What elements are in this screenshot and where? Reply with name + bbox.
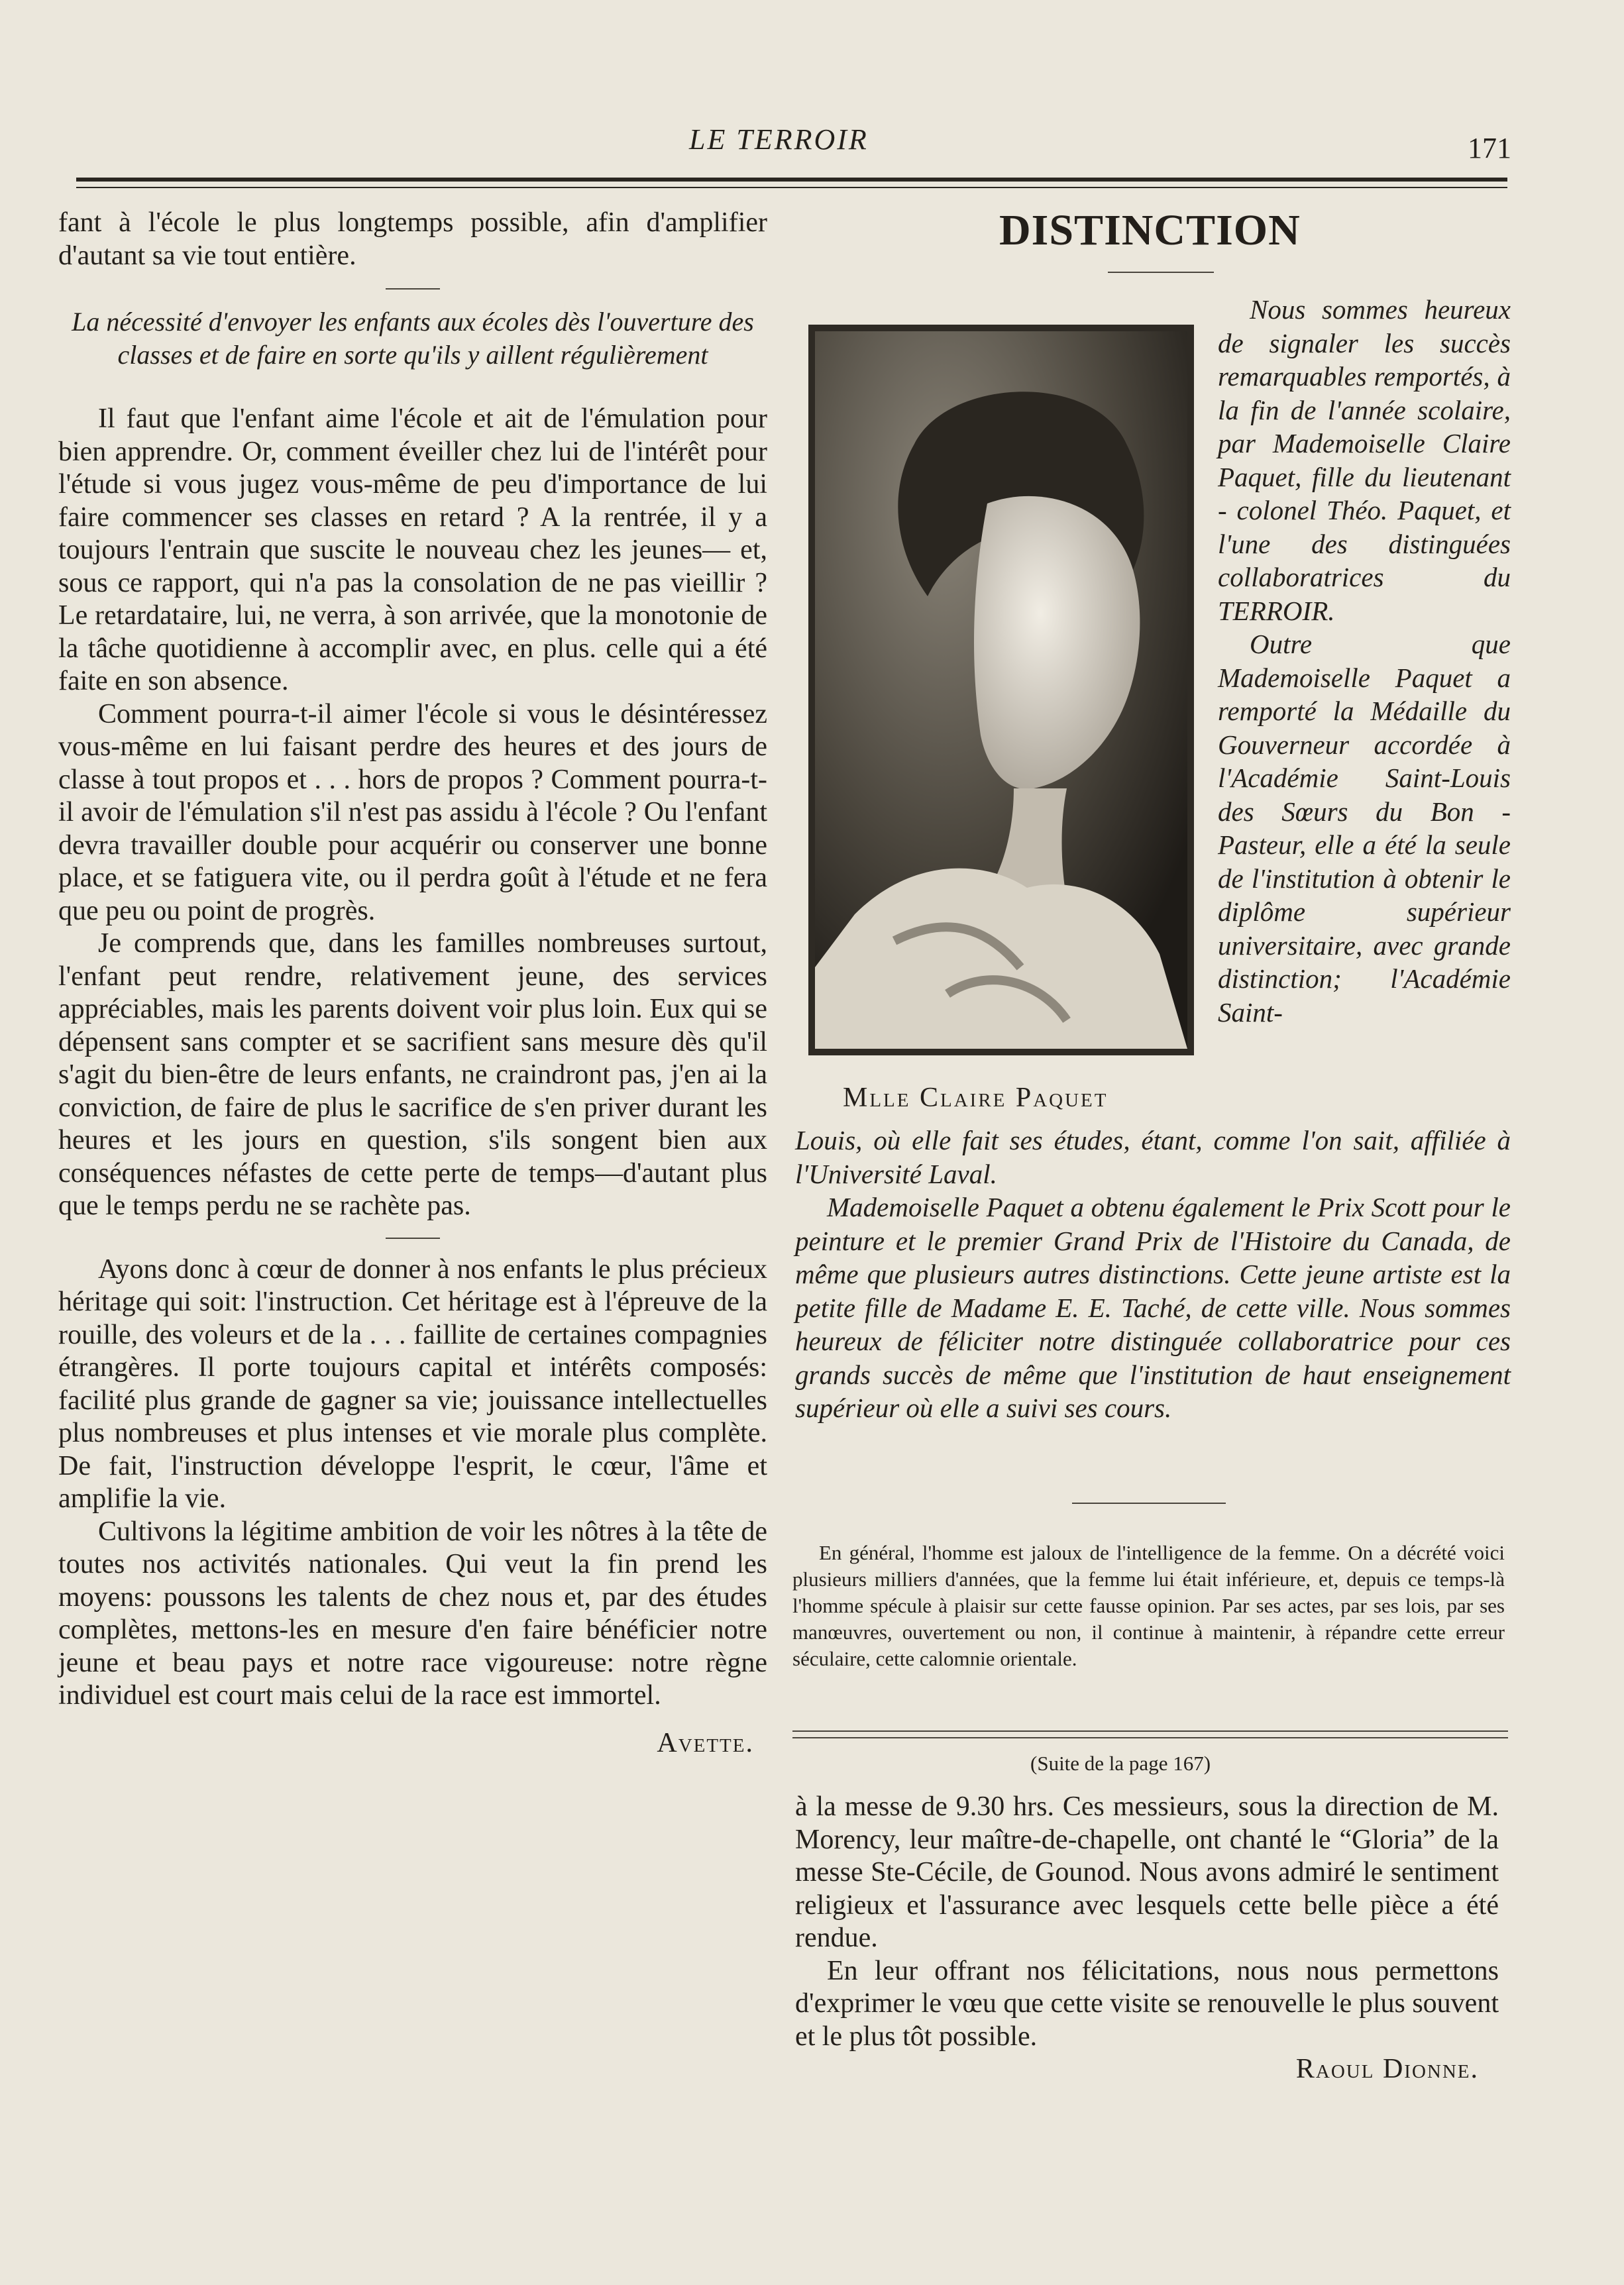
distinction-end-divider	[1072, 1503, 1226, 1504]
distinction-headline: DISTINCTION	[999, 206, 1301, 254]
continuation-signature: Raoul Dionne.	[1295, 2054, 1479, 2084]
left-signature: Avette.	[657, 1727, 754, 1758]
photo-caption: Mlle Claire Paquet	[843, 1083, 1109, 1113]
note-rule-top	[792, 1730, 1508, 1732]
left-paragraph-5: Cultivons la légitime ambition de voir les nôtres à la tête de toutes nos activités nationales. Qui veut la fin prend les moyens: poussons les talents de chez nous et, par des études complètes, mettons-les en mesure d'en faire bénéficier notre jeune et beau pays et notre race vigoureuse: notre règne individuel est court mais celui de la race est immortel.	[58, 1516, 767, 1711]
distinction-paragraph-3: Mademoiselle Paquet a obtenu également le Prix Scott pour le peinture et le premier Grand Prix de l'Histoire du Canada, de même que plusieurs autres distinctions. Cette jeune artiste est la petite fille de Madame E. E. Taché, de cette ville. Nous sommes heureux de féliciter notre distinguée collaboratrice pour ces grands succès de même que l'institution de haut enseignement supérieur où elle a suivi ses cours.	[795, 1192, 1511, 1423]
continuation-paragraph-2: En leur offrant nos félicitations, nous nous permettons d'exprimer le vœu que cette visite se renouvelle le plus souvent et le plus tôt possible.	[795, 1955, 1499, 2052]
left-paragraph-4: Ayons donc à cœur de donner à nos enfants le plus précieux héritage qui soit: l'instruction. Cet héritage est à l'épreuve de la rouille, des voleurs et de la . . . faillite de certaines compagnies étrangères. Il porte toujours capital et intérêts composés: facilité plus grande de gagner sa vie; jouissance intellectuelles plus nombreuses et plus intenses et vie morale plus complète. De fait, l'instruction développe l'esprit, le cœur, l'âme et amplifie la vie.	[58, 1253, 767, 1514]
distinction-paragraph-2a: Outre que Mademoiselle Paquet a remporté la Médaille du Gouverneur accordée à l'Académie Saint-Louis des Sœurs du Bon - Pasteur, elle a été la seule de l'institution à obtenir le diplôme supérieur universitaire, avec grande distinction; l'Académie Saint-	[1218, 629, 1511, 1028]
distinction-text-narrow	[1218, 293, 1511, 1029]
left-paragraph-1: Il faut que l'enfant aime l'école et ait de l'émulation pour bien apprendre. Or, comment éveiller chez lui de l'intérêt pour l'étude si vous jugez vous-même de peu d'importance de lui faire commencer ses classes en retard ? A la rentrée, il y a toujours l'entrain que suscite le nouveau chez les jeunes— et, sous ce rapport, qui n'a pas la consolation de ne pas vieillir ? Le retardataire, lui, ne verra, à son arrivée, que la monotonie de la tâche quotidienne à accomplir avec, en plus. celle qui a été faite en son absence.	[58, 403, 767, 696]
distinction-text-wide	[795, 1124, 1511, 1425]
header-rule-thin	[76, 187, 1507, 188]
headline-divider	[1108, 272, 1214, 273]
distinction-paragraph-1: Nous sommes heureux de signaler les succès remarquables remportés, à la fin de l'année scolaire, par Mademoiselle Claire Paquet, fille du lieutenant - colonel Théo. Paquet, et l'une des distinguées collaboratrices du TERROIR.	[1218, 294, 1511, 626]
header-rule-thick	[76, 178, 1507, 182]
section-heading: La nécessité d'envoyer les enfants aux écoles dès l'ouverture des classes et de faire en sorte qu'ils y aillent régulièrement	[72, 307, 754, 370]
continuation-paragraph-1: à la messe de 9.30 hrs. Ces messieurs, sous la direction de M. Morency, leur maître-de-chapelle, ont chanté le “Gloria” de la messe Ste-Cécile, de Gounod. Nous avons admiré le sentiment religieux et l'assurance avec lesquels cette belle pièce a été rendue.	[795, 1791, 1499, 1953]
running-title: LE TERROIR	[689, 123, 869, 156]
left-paragraph-2: Comment pourra-t-il aimer l'école si vous le désintéressez vous-même en lui faisant perdre des heures et des jours de classe à tout propos et . . . hors de propos ? Comment pourra-t-il avoir de l'émulation s'il n'est pas assidu à l'école ? Ou l'enfant devra travailler double pour acquérir ou conserver une bonne place, et se fatiguera vite, ou il perdra goût à l'étude et ne fera que peu ou point de progrès.	[58, 698, 767, 926]
left-column	[58, 207, 767, 1760]
filler-note: En général, l'homme est jaloux de l'intelligence de la femme. On a décrété voici plusieurs milliers d'années, que la femme lui était inférieure, et, depuis ce temps-là l'homme spécule à plaisir sur cette fausse opinion. Par ses actes, par ses lois, par ses manœuvres, ouvertement ou non, il continue à maintenir, à répandre cette erreur séculaire, cette calomnie orientale.	[792, 1541, 1505, 1670]
left-divider-2	[386, 1238, 440, 1239]
left-divider-1	[386, 288, 440, 290]
distinction-paragraph-2b: Louis, où elle fait ses études, étant, comme l'on sait, affiliée à l'Université Laval.	[795, 1125, 1511, 1189]
note-rule-bottom	[792, 1737, 1508, 1738]
continuation-column	[795, 1791, 1499, 2086]
portrait-photo	[808, 325, 1194, 1055]
portrait-image	[815, 331, 1187, 1049]
continuation-label: (Suite de la page 167)	[1030, 1752, 1211, 1775]
left-paragraph-3: Je comprends que, dans les familles nombreuses surtout, l'enfant peut rendre, relativement jeune, des services appréciables, mais les parents doivent voir plus loin. Eux qui se dépensent sans compter et se sacrifient sans mesure dès qu'il s'agit du bien-être de leurs enfants, ne craindront pas, j'en ai la conviction, de faire de plus le sacrifice de s'en priver durant les heures et les jours en question, s'ils songent bien aux conséquences néfastes de cette perte de temps—d'autant plus que le temps perdu ne se rachète pas.	[58, 928, 767, 1221]
page-number: 171	[1468, 132, 1511, 164]
left-opening-paragraph: fant à l'école le plus longtemps possible, afin d'amplifier d'autant sa vie tout entière.	[58, 207, 767, 271]
